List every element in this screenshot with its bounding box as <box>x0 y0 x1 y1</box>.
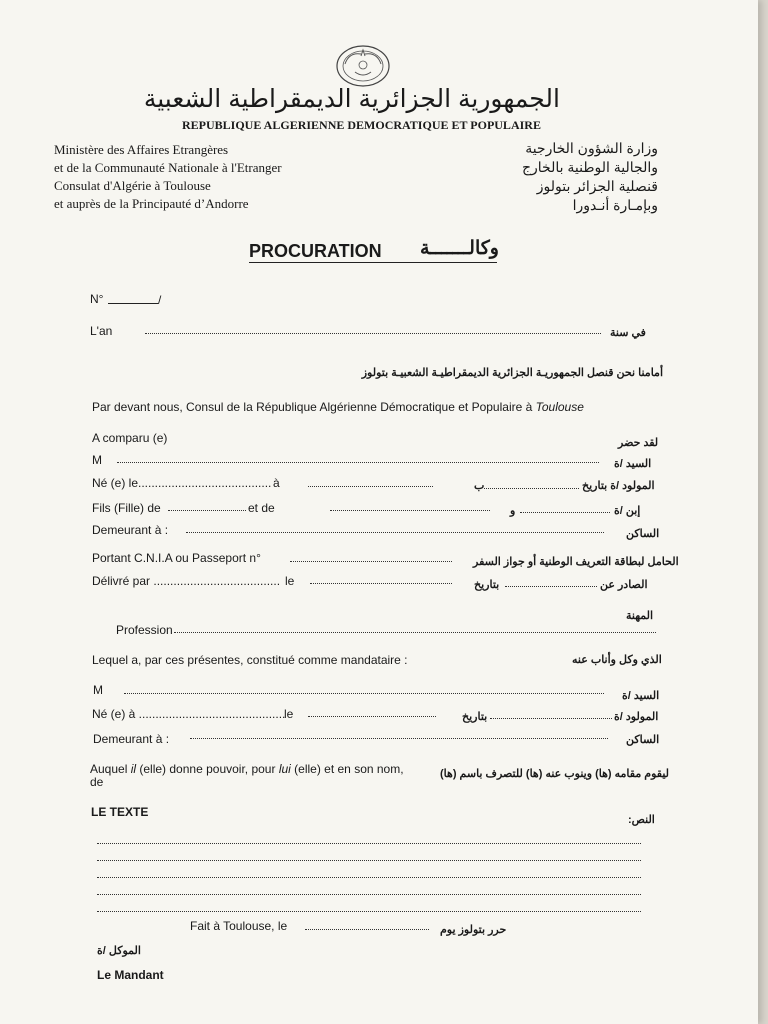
power-text-b: (elle) donne pouvoir, pour <box>136 762 279 776</box>
ministry-line: Ministère des Affaires Etrangères <box>54 142 229 157</box>
birth-label-ar: المولود /ة بتاريخ <box>582 480 655 492</box>
ministry-line-ar: قنصلية الجزائر بتولوز <box>536 178 658 194</box>
power-text <box>90 763 404 789</box>
m-label-ar: السيد /ة <box>614 458 652 470</box>
text-label-ar: النص: <box>628 814 655 826</box>
year-label-ar: في سنة <box>610 327 646 339</box>
name-field[interactable] <box>117 462 599 463</box>
mandatary-date-label: le <box>284 707 294 721</box>
text-line[interactable] <box>97 843 641 844</box>
power-il: il <box>130 762 137 776</box>
mandatary-m-label-ar: السيد /ة <box>622 690 660 702</box>
ministry-line: et de la Communauté Nationale à l'Etranger <box>54 160 282 175</box>
text-line[interactable] <box>97 860 641 861</box>
year-field[interactable] <box>145 333 601 334</box>
title-underline <box>249 262 497 263</box>
mandatary-name-field[interactable] <box>124 693 604 694</box>
birth-place-field-ar[interactable] <box>484 488 579 489</box>
issued-by-label: Délivré par ...................................... <box>92 574 281 588</box>
birth-place-label: à <box>273 476 280 490</box>
mandatary-address-label: Demeurant à : <box>93 732 170 746</box>
ministry-line-ar: وزارة الشؤون الخارجية <box>525 140 658 156</box>
parents-label: Fils (Fille) de <box>92 501 161 515</box>
mandatary-address-field[interactable] <box>190 738 608 739</box>
wa-label-ar: و <box>510 505 516 517</box>
parents-label-ar: إبن /ة <box>614 505 641 517</box>
id-label-ar: الحامل لبطاقة التعريف الوطنية أو جواز السفر <box>473 556 679 568</box>
procuration-title-ar: وكالـــــــة <box>420 238 499 259</box>
year-label: L'an <box>90 324 113 338</box>
address-label: Demeurant à : <box>92 523 169 537</box>
made-at-label: Fait à Toulouse, le <box>190 919 288 933</box>
procuration-title: PROCURATION <box>249 241 382 261</box>
birth-date-label: Né (e) le........................................ <box>92 476 272 490</box>
profession-label: Profession <box>116 623 173 637</box>
mandatary-label-ar: الذي وكل وأناب عنه <box>572 654 662 666</box>
father-field-ar[interactable] <box>520 512 610 513</box>
birth-place-field[interactable] <box>308 486 433 487</box>
principal-label: Le Mandant <box>97 968 164 982</box>
mandatary-birth-label-ar: المولود /ة <box>614 711 659 723</box>
mother-field[interactable] <box>330 510 490 511</box>
id-field[interactable] <box>290 561 452 562</box>
ministry-line: et auprès de la Principauté d’Andorre <box>54 196 249 211</box>
mandatary-date-label-ar: بتاريخ <box>462 711 488 723</box>
ministry-line: Consulat d'Algérie à Toulouse <box>54 178 211 193</box>
mandatary-birthplace-label: Né (e) à ............................................ <box>92 707 286 721</box>
republic-title: REPUBLIQUE ALGERIENNE DEMOCRATIQUE ET POPULAIRE <box>182 118 541 132</box>
id-label: Portant C.N.I.A ou Passeport n° <box>92 551 261 565</box>
address-field[interactable] <box>186 532 604 533</box>
m-label: M <box>92 453 102 467</box>
intro-city: Toulouse <box>535 400 584 414</box>
power-text-a: Auquel <box>90 762 131 776</box>
mandatary-label: Lequel a, par ces présentes, constitué comme mandataire : <box>92 653 408 667</box>
mandatary-m-label: M <box>93 683 103 697</box>
number-label: N° <box>90 292 104 306</box>
principal-label-ar: الموكل /ة <box>97 945 141 957</box>
profession-label-ar: المهنة <box>626 610 654 622</box>
profession-field[interactable] <box>174 632 656 633</box>
ministry-line-ar: وبإمـارة أنـدورا <box>572 197 658 213</box>
compared-label-ar: لقد حضر <box>618 437 659 449</box>
ministry-block-fr <box>54 141 282 213</box>
intro-fr <box>92 400 584 414</box>
compared-label: A comparu (e) <box>92 431 168 445</box>
issued-date-field[interactable] <box>310 583 452 584</box>
text-line[interactable] <box>97 877 641 878</box>
text-line[interactable] <box>97 894 641 895</box>
mandatary-address-label-ar: الساكن <box>626 734 660 746</box>
text-line[interactable] <box>97 911 641 912</box>
power-text-c: (elle) et en son nom, <box>290 762 404 776</box>
issued-date-label: le <box>285 574 295 588</box>
number-field[interactable] <box>108 303 158 304</box>
power-lui: lui <box>278 762 291 776</box>
number-slash: / <box>158 293 162 307</box>
ministry-line-ar: والجالية الوطنية بالخارج <box>521 159 658 175</box>
intro-ar: أمامنا نحن قنصل الجمهوريـة الجزائرية الديمقراطيـة الشعبيـة بتولوز <box>361 367 663 379</box>
mandatary-date-field[interactable] <box>308 716 436 717</box>
issued-by-label-ar: الصادر عن <box>600 579 648 591</box>
address-label-ar: الساكن <box>626 528 660 540</box>
power-text-ar: ليقوم مقامه (ها) وينوب عنه (ها) للتصرف باسم (ها) <box>440 768 669 780</box>
text-label: LE TEXTE <box>91 805 149 819</box>
made-at-date-field[interactable] <box>305 929 429 930</box>
mandatary-date-field-ar[interactable] <box>490 718 612 719</box>
made-at-label-ar: حرر بتولوز يوم <box>440 924 507 936</box>
power-de: de <box>90 775 104 789</box>
intro-fr-text: Par devant nous, Consul de la République Algérienne Démocratique et Populaire à <box>92 400 536 414</box>
arabic-republic-title: الجمهورية الجزائرية الديمقراطية الشعبية <box>143 85 560 113</box>
issued-date-label-ar: بتاريخ <box>474 579 500 591</box>
and-label: et de <box>248 501 275 515</box>
b-label-ar: ب <box>474 480 485 492</box>
issued-by-field-ar[interactable] <box>505 586 597 587</box>
ministry-block-ar <box>520 139 658 215</box>
father-field[interactable] <box>168 510 246 511</box>
